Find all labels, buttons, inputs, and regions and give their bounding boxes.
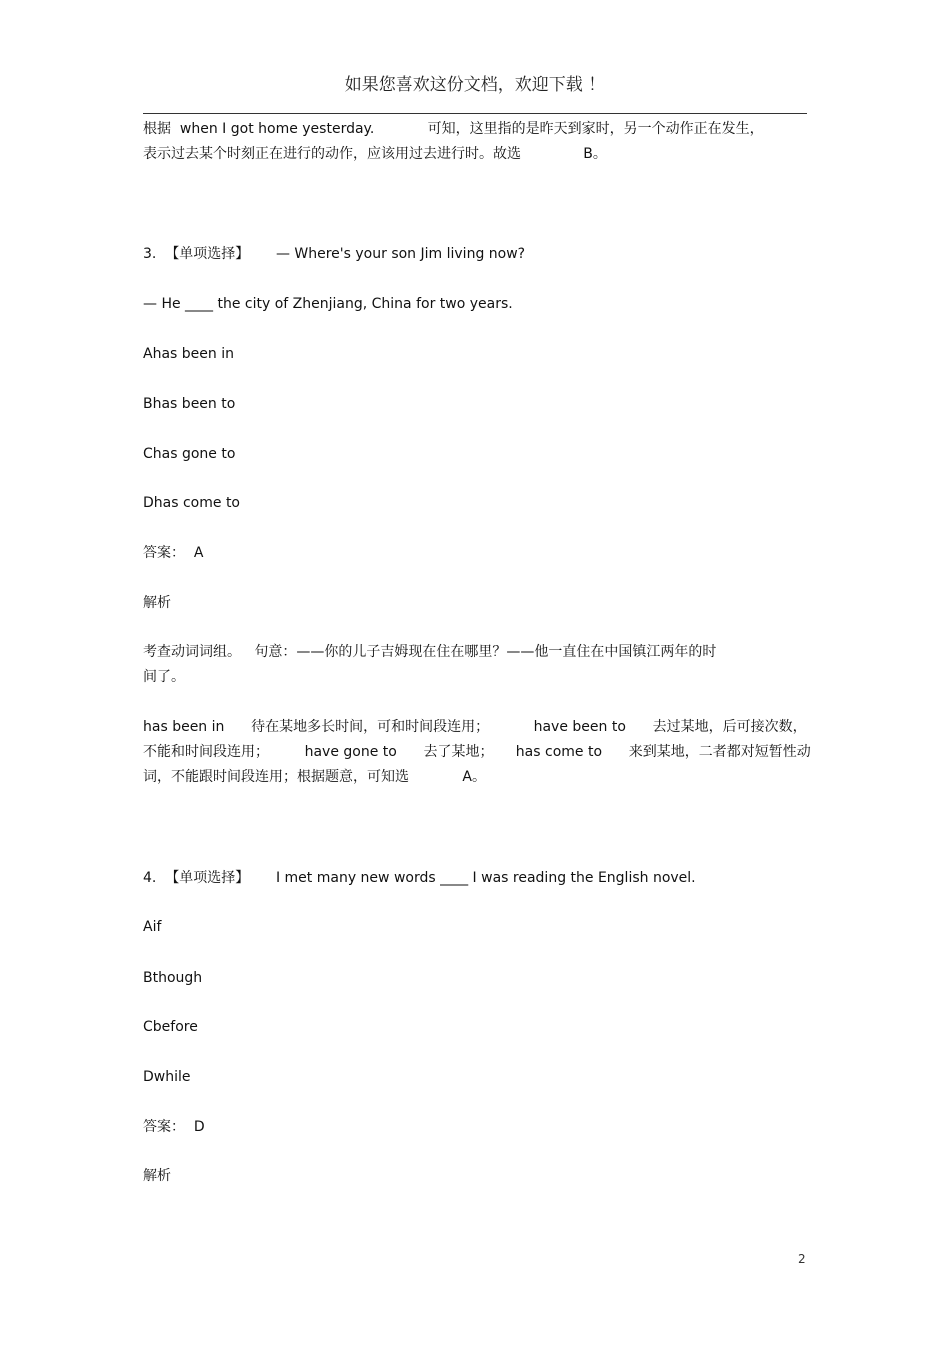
question-3-analysis2-line-1: has been in 待在某地多长时间，可和时间段连用； have been to 去过某地，后可接次数， (143, 719, 807, 735)
question-3-analysis2-line-2: 不能和时间段连用； have gone to 去了某地； has come to 来到某地，二者都对短暂性动 (143, 744, 811, 760)
page-header-title: 如果您喜欢这份文档，欢迎下载 ！ (344, 75, 606, 95)
prev-explanation-line-1: 根据 when I got home yesterday. 可知，这里指的是昨天到家时，另一个动作正在发生， (143, 121, 764, 137)
question-4-option-a: Aif (143, 919, 162, 935)
question-3-option-c: Chas gone to (143, 446, 236, 462)
question-3-option-a: Ahas been in (143, 346, 234, 362)
question-3-analysis2-line-3: 词，不能跟时间段连用；根据题意，可知选 A。 (143, 769, 486, 785)
question-3-analysis-label: 解析 (143, 595, 171, 611)
prev-explanation-line-2: 表示过去某个时刻正在进行的动作，应该用过去进行时。故选 B。 (143, 146, 607, 162)
question-3-answer: 答案： A (143, 545, 204, 561)
question-3-option-d: Dhas come to (143, 495, 240, 511)
question-4-analysis-label: 解析 (143, 1168, 171, 1184)
question-3-analysis-line-2: 间了。 (143, 669, 185, 685)
question-4-option-c: Cbefore (143, 1019, 198, 1035)
question-4-answer: 答案： D (143, 1119, 205, 1135)
question-4-option-b: Bthough (143, 970, 203, 986)
question-3-option-b: Bhas been to (143, 396, 236, 412)
page-number: 2 (798, 1252, 806, 1266)
header-rule (143, 113, 807, 114)
question-3-stem: 3. 【单项选择】 — Where's your son Jim living now? (143, 246, 526, 262)
question-4-option-d: Dwhile (143, 1069, 191, 1085)
question-3-analysis-line-1: 考查动词词组。 句意：——你的儿子吉姆现在住在哪里？——他一直住在中国镇江两年的时 (143, 644, 717, 660)
question-3-stem-reply: — He ____ the city of Zhenjiang, China for two years. (143, 296, 513, 312)
question-4-stem: 4. 【单项选择】 I met many new words ____ I was reading the English novel. (143, 870, 696, 886)
